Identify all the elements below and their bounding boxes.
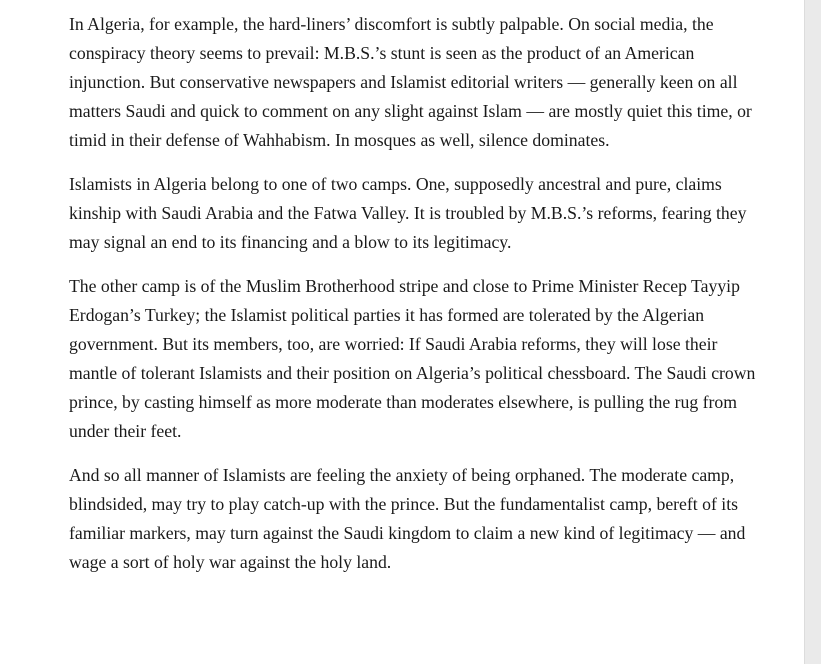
article-body: [69, 10, 769, 592]
article-paragraph-1: In Algeria, for example, the hard-liners’ discomfort is subtly palpable. On social media, the conspiracy theory seems to prevail: M.B.S.’s stunt is seen as the product of an American injunction. But conservative newspapers and Islamist editorial writers — generally keen on all matters Saudi and quick to comment on any slight against Islam — are mostly quiet this time, or timid in their defense of Wahhabism. In mosques as well, silence dominates.: [69, 14, 752, 150]
article-paragraph-4: And so all manner of Islamists are feeling the anxiety of being orphaned. The moderate camp, blindsided, may try to play catch-up with the prince. But the fundamentalist camp, bereft of its familiar markers, may turn against the Saudi kingdom to claim a new kind of legitimacy — and wage a sort of holy war against the holy land.: [69, 465, 746, 572]
article-paragraph-3: The other camp is of the Muslim Brotherhood stripe and close to Prime Minister Recep Tayyip Erdogan’s Turkey; the Islamist political parties it has formed are tolerated by the Algerian government. But its members, too, are worried: If Saudi Arabia reforms, they will lose their mantle of tolerant Islamists and their position on Algeria’s political chessboard. The Saudi crown prince, by casting himself as more moderate than moderates elsewhere, is pulling the rug from under their feet.: [69, 276, 756, 441]
article-paragraph-2: Islamists in Algeria belong to one of two camps. One, supposedly ancestral and pure, claims kinship with Saudi Arabia and the Fatwa Valley. It is troubled by M.B.S.’s reforms, fearing they may signal an end to its financing and a blow to its legitimacy.: [69, 174, 747, 252]
scrollbar-track[interactable]: [804, 0, 821, 664]
